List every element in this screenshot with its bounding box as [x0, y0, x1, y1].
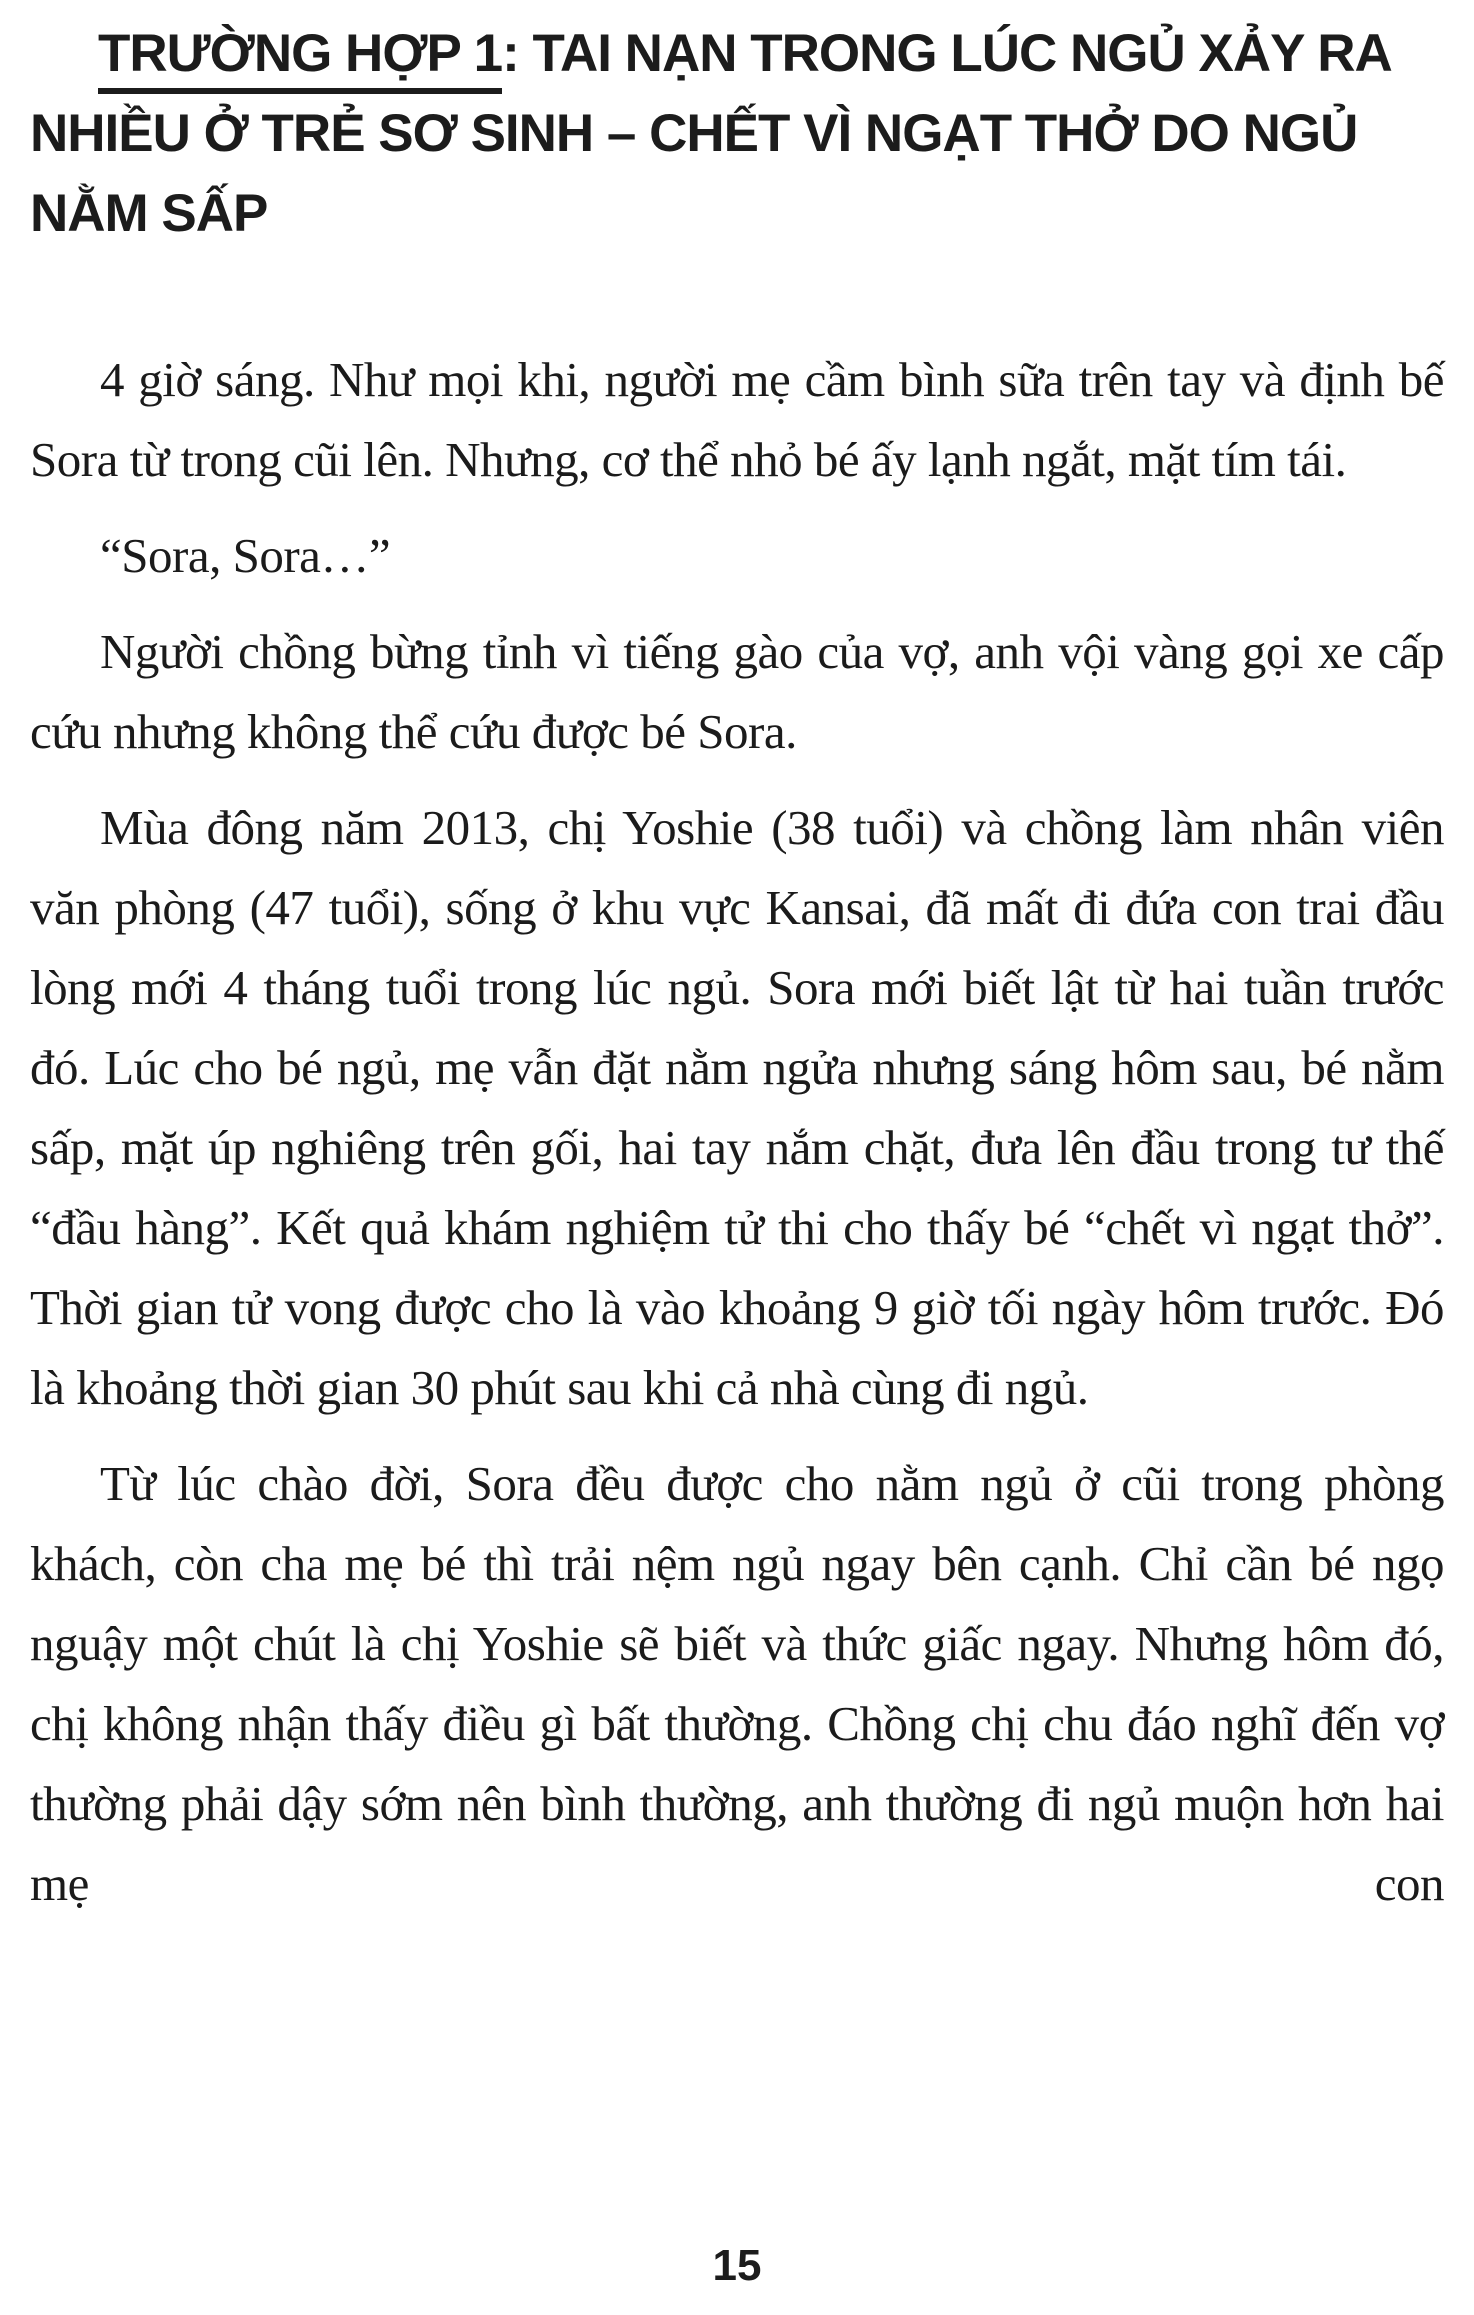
body-text: [30, 340, 1444, 1924]
paragraph-5: Từ lúc chào đời, Sora đều được cho nằm ngủ ở cũi trong phòng khách, còn cha mẹ bé thì trải nệm ngủ ngay bên cạnh. Chỉ cần bé ngọ nguậy một chút là chị Yoshie sẽ biết và thức giấc ngay. Nhưng hôm đó, chị không nhận thấy điều gì bất thường. Chồng chị chu đáo nghĩ đến vợ thường phải dậy sớm nên bình thường, anh thường đi ngủ muộn hơn hai mẹ con: [30, 1456, 1444, 1911]
paragraph-2-dialogue: “Sora, Sora…”: [100, 528, 391, 583]
paragraph-1: 4 giờ sáng. Như mọi khi, người mẹ cầm bình sữa trên tay và định bế Sora từ trong cũi lên. Nhưng, cơ thể nhỏ bé ấy lạnh ngắt, mặt tím tái.: [30, 352, 1444, 487]
chapter-heading: [30, 14, 1444, 254]
paragraph-4: Mùa đông năm 2013, chị Yoshie (38 tuổi) và chồng làm nhân viên văn phòng (47 tuổi), sống ở khu vực Kansai, đã mất đi đứa con trai đầu lòng mới 4 tháng tuổi trong lúc ngủ. Sora mới biết lật từ hai tuần trước đó. Lúc cho bé ngủ, mẹ vẫn đặt nằm ngửa nhưng sáng hôm sau, bé nằm sấp, mặt úp nghiêng trên gối, hai tay nắm chặt, đưa lên đầu trong tư thế “đầu hàng”. Kết quả khám nghiệm tử thi cho thấy bé “chết vì ngạt thở”. Thời gian tử vong được cho là vào khoảng 9 giờ tối ngày hôm trước. Đó là khoảng thời gian 30 phút sau khi cả nhà cùng đi ngủ.: [30, 800, 1444, 1415]
paragraph-3: Người chồng bừng tỉnh vì tiếng gào của vợ, anh vội vàng gọi xe cấp cứu nhưng không thể cứu được bé Sora.: [30, 624, 1444, 759]
page-number: 15: [712, 2241, 762, 2290]
case-label-underlined: TRƯỜNG HỢP 1: [98, 24, 502, 94]
chapter-heading-rest: : TAI NẠN TRONG LÚC NGỦ XẢY RA NHIỀU Ở TRẺ SƠ SINH – CHẾT VÌ NGẠT THỞ DO NGỦ NẰM SẤP: [30, 24, 1390, 243]
